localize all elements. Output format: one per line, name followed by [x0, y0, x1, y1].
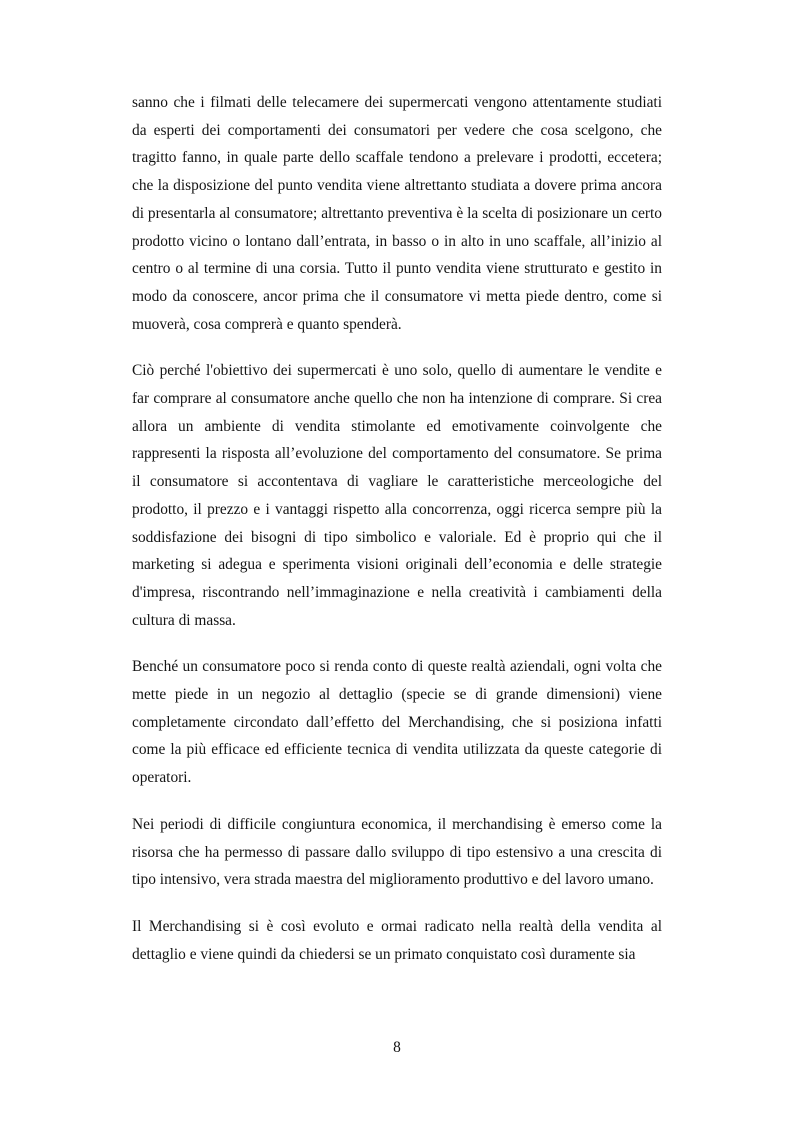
- body-paragraph: Benché un consumatore poco si renda conto di queste realtà aziendali, ogni volta che mette piede in un negozio al dettaglio (specie se di grande dimensioni) viene completamente circondato dall’effetto del Merchandising, che si posiziona infatti come la più efficace ed efficiente tecnica di vendita utilizzata da queste categorie di operatori.: [132, 658, 662, 787]
- body-paragraph: Nei periodi di difficile congiuntura economica, il merchandising è emerso come la risorsa che ha permesso di passare dallo sviluppo di tipo estensivo a una crescita di tipo intensivo, vera strada maestra del miglioramento produttivo e del lavoro umano.: [132, 815, 662, 889]
- body-paragraph: Ciò perché l'obiettivo dei supermercati è uno solo, quello di aumentare le vendite e far comprare al consumatore anche quello che non ha intenzione di comprare. Si crea allora un ambiente di vendita stimolante ed emotivamente coinvolgente che rappresenti la risposta all’evoluzione del comportamento del consumatore. Se prima il consumatore si accontentava di vagliare le caratteristiche merceologiche del prodotto, il prezzo e i vantaggi rispetto alla concorrenza, oggi ricerca sempre più la soddisfazione dei bisogni di tipo simbolico e valoriale. Ed è proprio qui che il marketing si adegua e sperimenta visioni originali dell’economia e delle strategie d'impresa, riscontrando nell’immaginazione e nella creatività i cambiamenti della cultura di massa.: [132, 362, 662, 629]
- body-paragraph: sanno che i filmati delle telecamere dei supermercati vengono attentamente studiati da esperti dei comportamenti dei consumatori per vedere che cosa scelgono, che tragitto fanno, in quale parte dello scaffale tendono a prelevare i prodotti, eccetera; che la disposizione del punto vendita viene altrettanto studiata a dovere prima ancora di presentarla al consumatore; altrettanto preventiva è la scelta di posizionare un certo prodotto vicino o lontano dall’entrata, in basso o in alto in uno scaffale, all’inizio al centro o al termine di una corsia. Tutto il punto vendita viene strutturato e gestito in modo da conoscere, ancor prima che il consumatore vi metta piede dentro, come si muoverà, cosa comprerà e quanto spenderà.: [132, 94, 662, 333]
- body-paragraph: Il Merchandising si è così evoluto e ormai radicato nella realtà della vendita al dettaglio e viene quindi da chiedersi se un primato conquistato così duramente sia: [132, 917, 662, 963]
- page-body: [132, 89, 662, 987]
- page-number: 8: [393, 1039, 401, 1056]
